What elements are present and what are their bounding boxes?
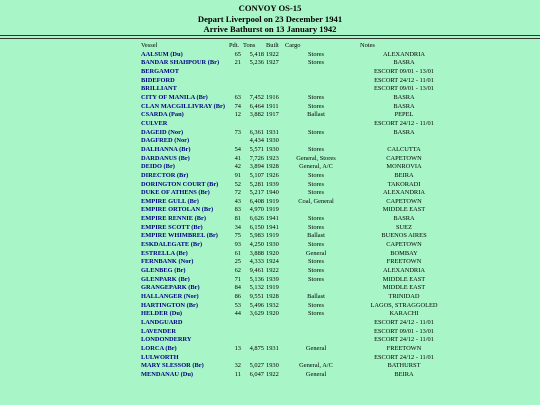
table-row [140,293,460,302]
built-cell [265,319,284,328]
notes-cell: BATHURST [387,362,421,370]
notes-cell: BASRA [393,215,415,223]
tons-cell: 5,571 [249,145,264,153]
tons-cell: 6,464 [249,102,264,110]
built-cell [265,328,284,337]
table-row [140,59,460,68]
table-row [140,215,460,224]
pdt-cell: 41 [234,154,241,162]
pdt-cell: 72 [234,189,241,197]
vessel-cell[interactable]: LORCA (Br) [141,344,177,352]
tons-cell: 7,726 [249,154,264,162]
cargo-cell [284,77,348,86]
cargo-cell [284,68,348,77]
pdt-cell [228,77,242,86]
pdt-cell: 43 [234,197,241,205]
vessel-cell[interactable]: CITY OF MANILA (Br) [141,93,208,101]
pdt-cell: 44 [234,310,241,318]
vessel-cell[interactable]: DORINGTON COURT (Br) [141,180,219,188]
pdt-cell: 11 [234,370,241,378]
vessel-cell[interactable]: AALSUM (Du) [141,50,183,58]
pdt-cell: 91 [234,171,241,179]
page-header [0,0,540,35]
tons-cell [242,319,265,328]
cargo-cell [284,284,348,293]
pdt-cell: 42 [234,163,241,171]
vessel-cell[interactable]: EMPIRE ORTOLAN (Br) [141,206,214,214]
table-row [140,310,460,319]
table-row [140,129,460,138]
pdt-cell [228,137,242,146]
built-cell: 1939 [266,180,279,188]
cargo-cell: Stores [308,128,324,136]
depart-line: Depart Liverpool on 23 December 1941 [197,13,343,24]
cargo-cell [284,206,348,215]
tons-cell: 4,333 [249,258,264,266]
vessel-cell[interactable]: DALHANNA (Br) [141,145,191,153]
convoy-table [140,42,460,380]
table-row [140,172,460,181]
cargo-cell [284,319,348,328]
pdt-cell: 83 [234,206,241,214]
tons-cell: 3,629 [249,310,264,318]
tons-cell: 9,461 [249,267,264,275]
table-row [140,354,460,363]
table-row [140,51,460,60]
tons-cell: 3,882 [249,111,264,119]
tons-cell [242,120,265,129]
notes-cell: FREETOWN [386,258,422,266]
notes-cell: MIDDLE EAST [382,206,426,214]
cargo-cell: Stores [308,189,324,197]
built-cell: 1920 [266,249,279,257]
vessel-cell[interactable]: BANDAR SHAHPOUR (Br) [141,59,220,67]
pdt-cell: 54 [234,145,241,153]
vessel-cell[interactable]: ESTRELLA (Br) [141,249,188,257]
cargo-cell: Stores [308,50,324,58]
built-cell: 1911 [266,102,279,110]
cargo-cell: Stores [308,301,324,309]
tons-cell: 9,551 [249,293,264,301]
pdt-cell [228,68,242,77]
cargo-cell: Ballast [307,232,325,240]
built-cell: 1919 [266,232,279,240]
vessel-cell[interactable]: BERGAMOT [141,67,179,75]
cargo-cell: General, A/C [299,163,333,171]
vessel-cell[interactable]: CULVER [141,119,168,127]
cargo-cell: Stores [308,310,324,318]
built-cell: 1919 [266,197,279,205]
built-cell: 1922 [266,50,279,58]
table-row [140,68,460,77]
notes-cell: ESCORT 09/01 - 13/01 [373,85,435,93]
built-cell: 1928 [266,293,279,301]
built-cell: 1931 [266,344,279,352]
table-row [140,85,460,94]
table-row [140,345,460,354]
built-cell: 1927 [266,59,279,67]
table-row [140,241,460,250]
pdt-cell [228,354,242,363]
notes-cell: BEIRA [394,171,414,179]
table-row [140,137,460,146]
header-rule-top [0,35,540,36]
built-cell: 1931 [266,128,279,136]
tons-cell: 4,434 [249,137,264,145]
vessel-cell[interactable]: GLENPARK (Br) [141,275,190,283]
tons-cell: 5,217 [249,189,264,197]
pdt-cell: 75 [234,232,241,240]
tons-cell [242,336,265,345]
vessel-cell[interactable]: GLENBEG (Br) [141,267,186,275]
pdt-cell: 32 [234,362,241,370]
vessel-cell[interactable]: LULWORTH [141,353,179,361]
notes-cell: MONROVIA [386,163,422,171]
table-row [140,284,460,293]
vessel-cell[interactable]: GRANGEPARK (Br) [141,284,200,292]
tons-cell: 5,236 [249,59,264,67]
built-cell: 1939 [266,275,279,283]
vessel-cell[interactable]: CLAN MACGILLIVRAY (Br) [141,102,226,110]
cargo-cell: General, A/C [299,362,333,370]
notes-cell: MIDDLE EAST [382,284,426,292]
notes-cell: BASRA [393,59,415,67]
notes-cell: CALCUTTA [387,145,421,153]
col-header-cargo: Cargo [285,42,301,49]
pdt-cell: 71 [234,275,241,283]
built-cell: 1923 [266,154,279,162]
pdt-cell [228,319,242,328]
built-cell [265,68,284,77]
built-cell: 1930 [266,241,279,249]
notes-cell: ESCORT 24/12 - 11/01 [374,76,434,84]
pdt-cell [228,120,242,129]
tons-cell: 5,418 [249,50,264,58]
notes-cell: ALEXANDRIA [383,267,425,275]
cargo-cell [284,120,348,129]
vessel-cell[interactable]: DARDANUS (Br) [141,154,190,162]
table-row [140,146,460,155]
vessel-cell[interactable]: ESKDALEGATE (Br) [141,241,203,249]
built-cell: 1926 [266,171,279,179]
tons-cell: 6,361 [249,128,264,136]
table-row [140,189,460,198]
built-cell: 1930 [266,137,279,145]
notes-cell: ALEXANDRIA [383,189,425,197]
tons-cell: 5,496 [249,301,264,309]
notes-cell: MIDDLE EAST [382,275,426,283]
tons-cell: 6,047 [249,370,264,378]
notes-cell: LAGOS, STRAGGOLED [370,301,438,309]
table-row [140,276,460,285]
vessel-cell[interactable]: EMPIRE RENNIE (Br) [141,215,206,223]
built-cell: 1928 [266,163,279,171]
pdt-cell: 34 [234,223,241,231]
vessel-cell[interactable]: MARY SLESSOR (Br) [141,362,204,370]
table-row [140,336,460,345]
table-row [140,258,460,267]
cargo-cell: Stores [308,145,324,153]
tons-cell: 4,875 [249,344,264,352]
built-cell [265,336,284,345]
table-row [140,267,460,276]
cargo-cell [284,336,348,345]
notes-cell: ESCORT 24/12 - 11/01 [374,319,434,326]
notes-cell: BOMBAY [390,249,418,257]
cargo-cell: Stores [308,102,324,110]
table-row [140,250,460,259]
table-row [140,111,460,120]
built-cell: 1920 [266,310,279,318]
notes-cell: FREETOWN [386,344,422,352]
notes-cell: TAKORADI [387,180,421,188]
tons-cell: 5,983 [249,232,264,240]
tons-cell: 5,136 [249,275,264,283]
table-row [140,198,460,207]
vessel-cell[interactable]: MENDANAU (Du) [141,370,194,378]
table-header-row [140,42,460,51]
table-row [140,302,460,311]
tons-cell: 6,408 [249,197,264,205]
notes-cell: ALEXANDRIA [383,50,425,58]
pdt-cell: 84 [234,284,241,292]
pdt-cell: 63 [234,93,241,101]
tons-cell [242,77,265,86]
table-row [140,319,460,328]
tons-cell: 6,150 [249,223,264,231]
tons-cell: 3,888 [249,249,264,257]
notes-cell: ESCORT 24/12 - 11/01 [374,119,434,127]
pdt-cell: 81 [234,215,241,223]
pdt-cell: 65 [234,50,241,58]
cargo-cell: Coal, General [298,197,334,205]
cargo-cell: Stores [308,59,324,67]
built-cell [265,77,284,86]
vessel-cell[interactable]: LANDGUARD [141,319,183,326]
vessel-cell[interactable]: EMPIRE WHIMBREL (Br) [141,232,218,240]
col-header-built: Built [266,42,279,49]
built-cell: 1930 [266,145,279,153]
col-header-vessel: Vessel [141,42,158,49]
built-cell [265,354,284,363]
cargo-cell: Stores [308,93,324,101]
built-cell: 1919 [266,206,279,214]
tons-cell: 5,132 [249,284,264,292]
pdt-cell: 74 [234,102,241,110]
vessel-cell[interactable]: DAGEID (Nor) [141,128,184,136]
pdt-cell [228,336,242,345]
vessel-cell[interactable]: DUKE OF ATHENS (Br) [141,189,210,197]
notes-cell: BEIRA [394,370,414,378]
vessel-cell[interactable]: HARTINGTON (Br) [141,301,198,309]
tons-cell [242,68,265,77]
cargo-cell: Ballast [307,293,325,301]
notes-cell: CAPETOWN [386,154,422,162]
cargo-cell: General [305,344,327,352]
built-cell: 1941 [266,215,279,223]
notes-cell: SUEZ [396,223,412,231]
cargo-cell [284,137,348,146]
vessel-cell[interactable]: DAGFRED (Nor) [141,137,190,145]
col-header-notes: Notes [360,42,375,49]
pdt-cell: 62 [234,267,241,275]
notes-cell: ESCORT 24/12 - 11/01 [374,353,434,361]
notes-cell: BUENOS AIRES [381,232,427,240]
cargo-cell: General, Stores [296,154,336,162]
built-cell [265,120,284,129]
pdt-cell: 25 [234,258,241,266]
vessel-cell[interactable]: CSARDA (Pan) [141,111,184,119]
vessel-cell[interactable]: EMPIRE SCOTT (Br) [141,223,203,231]
tons-cell: 5,281 [249,180,264,188]
built-cell: 1924 [266,258,279,266]
table-row [140,206,460,215]
cargo-cell [284,328,348,337]
notes-cell: BASRA [393,128,415,136]
tons-cell: 7,452 [249,93,264,101]
table-row [140,328,460,337]
built-cell: 1930 [266,362,279,370]
tons-cell: 5,107 [249,171,264,179]
cargo-cell [284,354,348,363]
pdt-cell: 86 [234,293,241,301]
pdt-cell: 93 [234,241,241,249]
tons-cell: 6,626 [249,215,264,223]
arrive-line: Arrive Bathurst on 13 January 1942 [203,24,337,34]
header-rule-bottom [0,38,540,39]
tons-cell: 4,970 [249,206,264,214]
notes-cell: TRINIDAD [388,293,420,301]
notes-cell: KARACHI [389,310,419,318]
tons-cell [242,85,265,94]
vessel-cell[interactable]: LAVENDER [141,327,177,335]
pdt-cell: 61 [234,249,241,257]
tons-cell: 3,894 [249,163,264,171]
col-header-tons: Tons [243,42,256,49]
notes-cell [348,137,460,146]
cargo-cell: Stores [308,171,324,179]
built-cell: 1916 [266,93,279,101]
cargo-cell: Stores [308,223,324,231]
cargo-cell: Ballast [307,111,325,119]
cargo-cell: Stores [308,258,324,266]
notes-cell: BASRA [393,93,415,101]
cargo-cell: General [305,249,327,257]
notes-cell: CAPETOWN [386,241,422,249]
vessel-cell[interactable]: EMPIRE GULL (Br) [141,197,199,205]
vessel-cell[interactable]: BIDEFORD [141,76,175,84]
pdt-cell: 21 [234,59,241,67]
notes-cell: ESCORT 09/01 - 13/01 [373,67,435,75]
pdt-cell: 73 [234,128,241,136]
table-row [140,362,460,371]
table-row [140,232,460,241]
vessel-cell[interactable]: HALLANGER (Nor) [141,293,199,301]
tons-cell: 4,250 [249,241,264,249]
built-cell: 1917 [266,111,279,119]
notes-cell: ESCORT 24/12 - 11/01 [374,336,434,344]
table-row [140,77,460,86]
built-cell: 1932 [266,301,279,309]
vessel-cell[interactable]: LONDONDERRY [141,336,192,344]
cargo-cell [284,85,348,94]
table-row [140,163,460,172]
cargo-cell: Stores [308,180,324,188]
cargo-cell: Stores [308,267,324,275]
vessel-cell[interactable]: BRILLIANT [141,85,177,93]
table-row [140,181,460,190]
table-row [140,371,460,380]
built-cell: 1922 [266,370,279,378]
table-row [140,94,460,103]
pdt-cell: 12 [234,111,241,119]
tons-cell [242,328,265,337]
notes-cell: ESCORT 09/01 - 13/01 [373,327,435,335]
pdt-cell [228,85,242,94]
table-row [140,103,460,112]
cargo-cell: General [305,370,327,378]
col-header-pdt: Pdt. [229,42,240,49]
notes-cell: PEPEL [394,111,414,119]
built-cell: 1922 [266,267,279,275]
cargo-cell: Stores [308,215,324,223]
cargo-cell: Stores [308,275,324,283]
pdt-cell [228,328,242,337]
built-cell: 1919 [266,284,279,292]
built-cell: 1941 [266,223,279,231]
tons-cell: 5,027 [249,362,264,370]
convoy-title: CONVOY OS-15 [238,3,302,13]
pdt-cell: 53 [234,301,241,309]
tons-cell [242,354,265,363]
built-cell: 1940 [266,189,279,197]
vessel-cell[interactable]: FERNBANK (Nor) [141,258,194,266]
table-row [140,155,460,164]
table-row [140,120,460,129]
vessel-cell[interactable]: DEIDO (Br) [141,163,175,171]
pdt-cell: 52 [234,180,241,188]
vessel-cell[interactable]: DIRECTOR (Br) [141,171,189,179]
table-row [140,224,460,233]
notes-cell: BASRA [393,102,415,110]
notes-cell: CAPETOWN [386,197,422,205]
cargo-cell: Stores [308,241,324,249]
pdt-cell: 13 [234,344,241,352]
vessel-cell[interactable]: HELDER (Du) [141,310,183,318]
built-cell [265,85,284,94]
